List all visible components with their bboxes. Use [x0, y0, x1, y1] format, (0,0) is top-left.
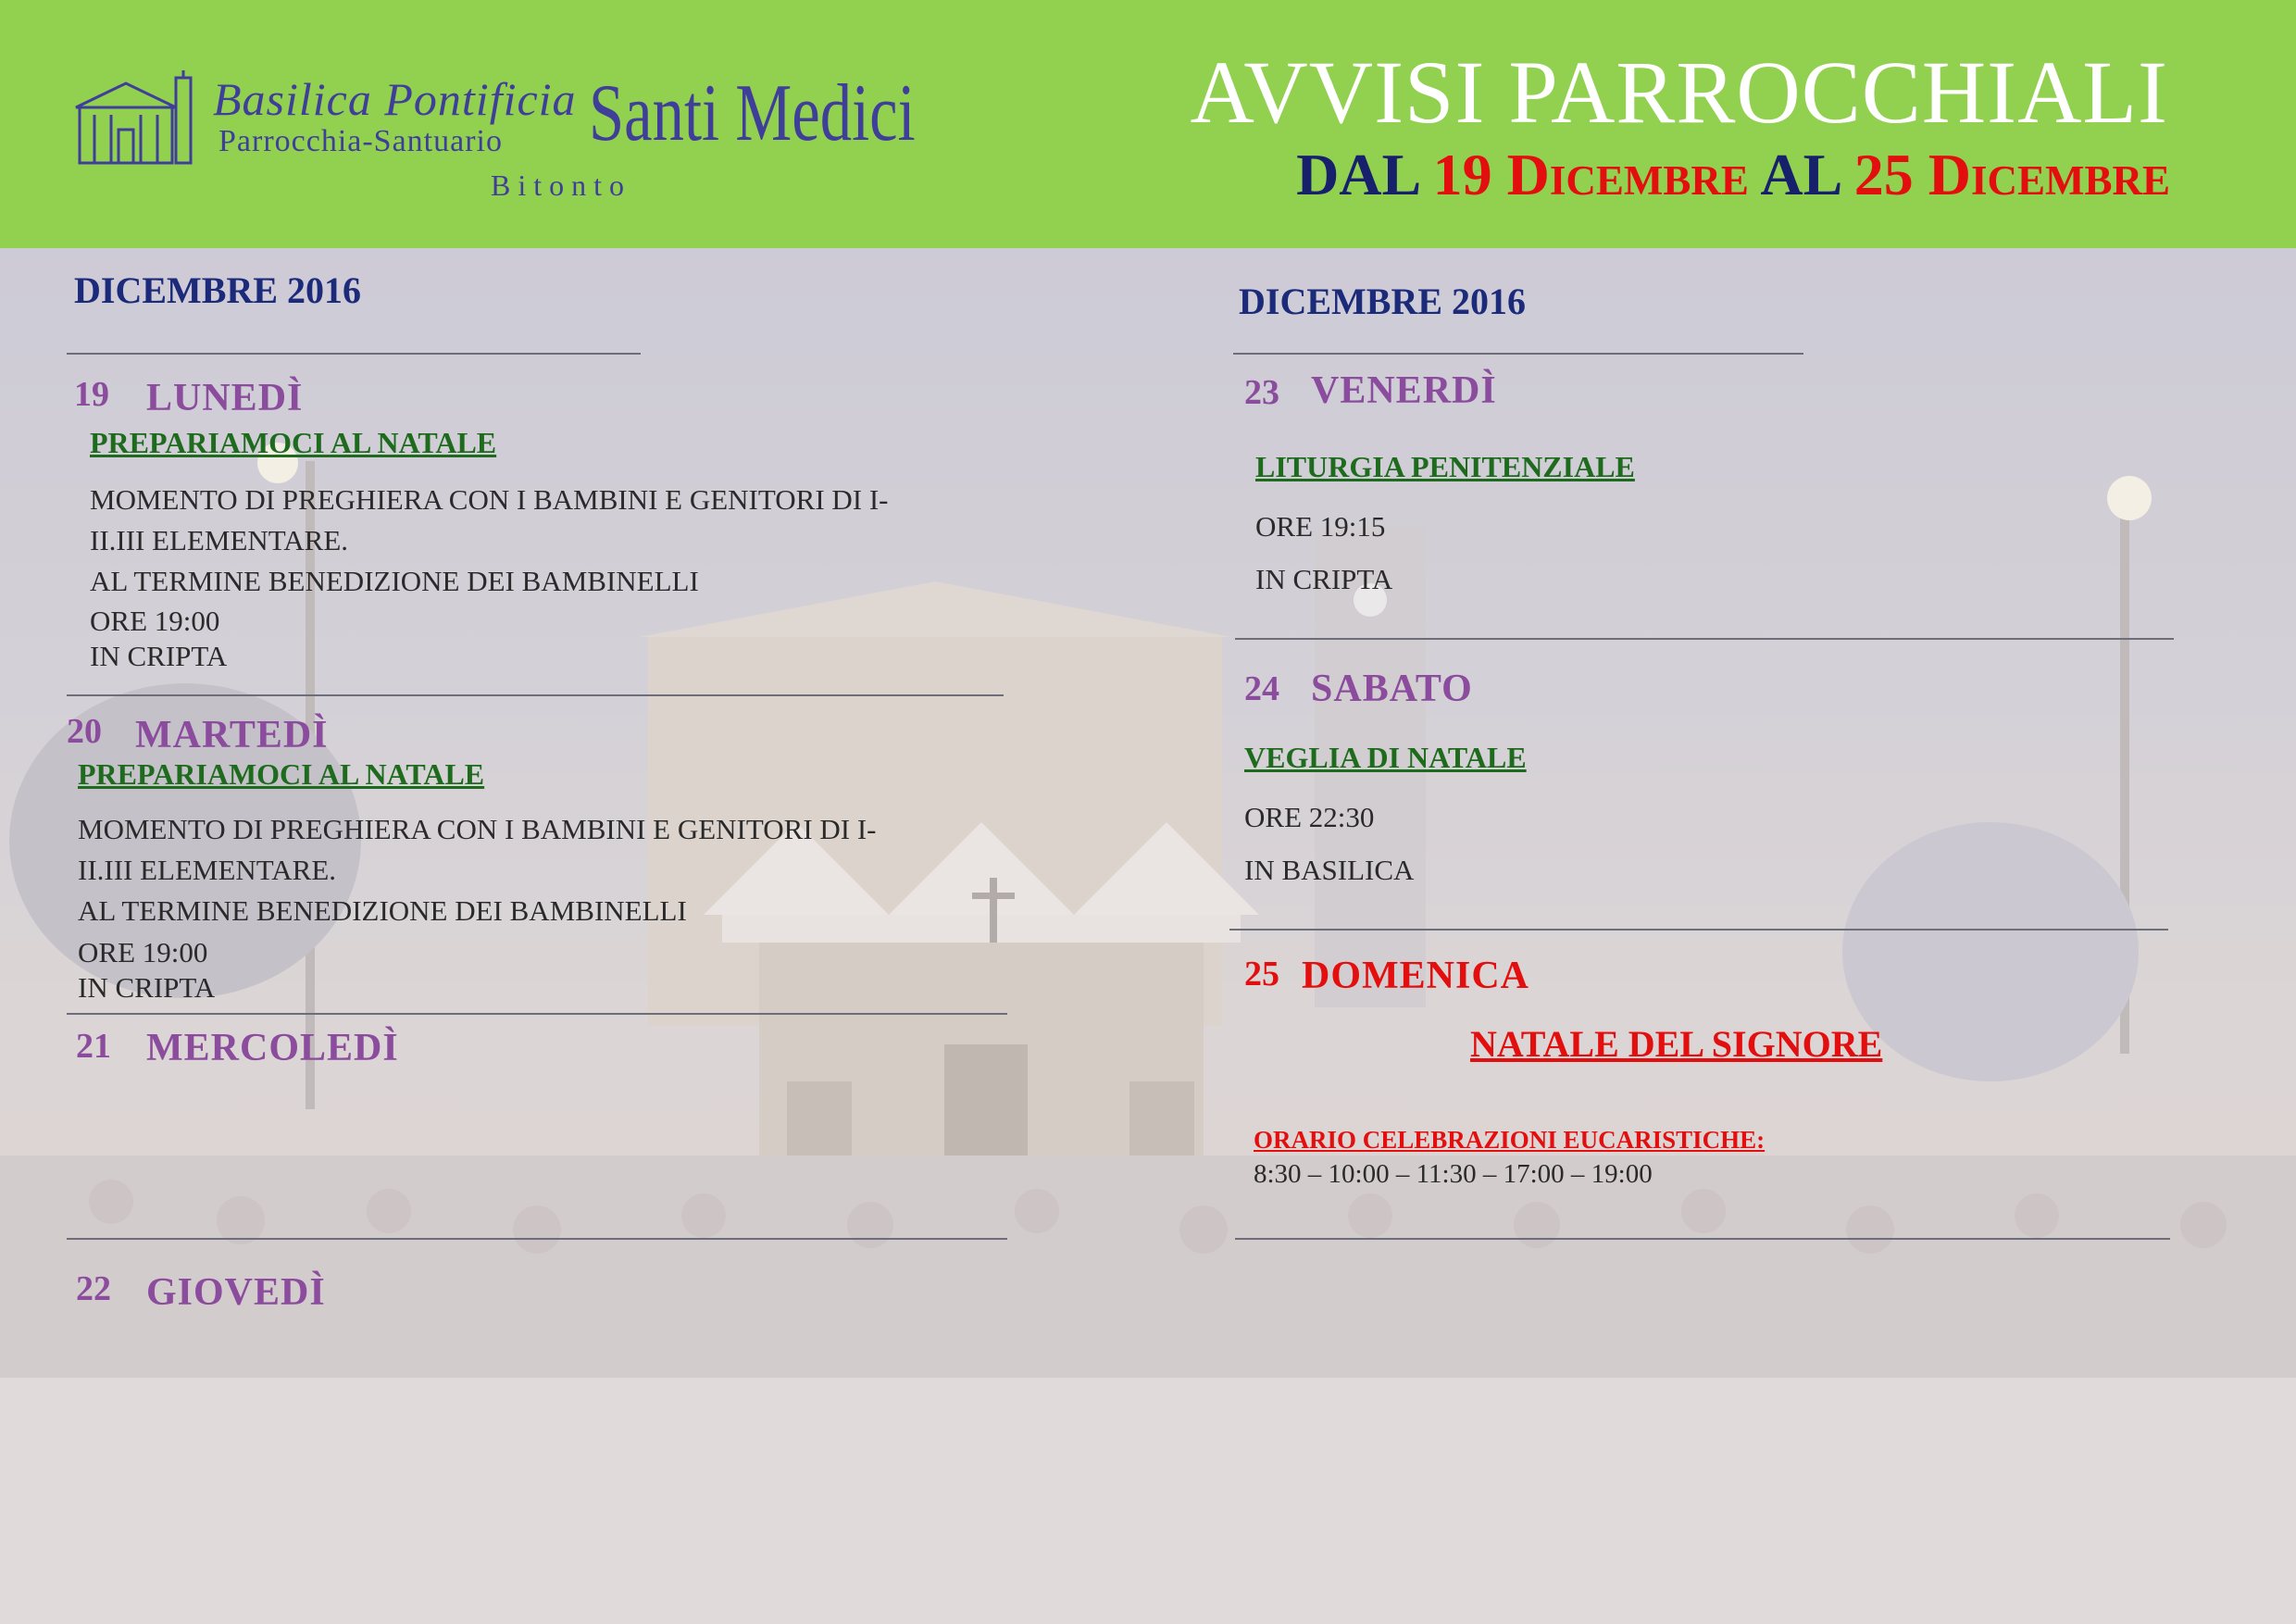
description-line: II.III ELEMENTARE. [78, 854, 337, 886]
page-title: AVVISI PARROCCHIALI [1190, 43, 2168, 142]
description-line: AL TERMINE BENEDIZIONE DEI BAMBINELLI [90, 565, 699, 597]
day-name: SABATO [1311, 668, 1473, 710]
subtitle-end-date: 25 Dicembre [1853, 142, 2170, 207]
divider [1229, 929, 2168, 931]
day-name: DOMENICA [1302, 955, 1529, 997]
event-time: ORE 19:00 [78, 936, 208, 968]
description-line: MOMENTO DI PREGHIERA CON I BAMBINI E GENITORI DI I- [90, 483, 889, 516]
description-line: II.III ELEMENTARE. [90, 524, 349, 556]
day-name: GIOVEDÌ [146, 1271, 326, 1314]
event-place: IN CRIPTA [90, 640, 228, 672]
event-time: ORE 22:30 [1244, 801, 1375, 833]
day-name: MERCOLEDÌ [146, 1027, 399, 1069]
divider [1233, 353, 1803, 355]
day-name: VENERDÌ [1311, 369, 1497, 412]
header-band [0, 0, 2296, 248]
event-description [78, 809, 877, 931]
mass-schedule: 8:30 – 10:00 – 11:30 – 17:00 – 19:00 [1254, 1159, 1653, 1189]
event-place: IN CRIPTA [78, 971, 216, 1004]
divider [67, 353, 641, 355]
divider [1235, 1238, 2170, 1240]
schedule-title: ORARIO CELEBRAZIONI EUCARISTICHE: [1254, 1126, 1766, 1154]
event-title: LITURGIA PENITENZIALE [1255, 450, 1635, 483]
event-title: NATALE DEL SIGNORE [1470, 1023, 1883, 1065]
logo-city-text: Bitonto [491, 169, 632, 202]
logo-basilica-text: Basilica Pontificia [213, 73, 577, 125]
date-range-subtitle [1296, 141, 2170, 209]
logo-parrocchia-text: Parrocchia-Santuario [218, 124, 503, 158]
day-number: 20 [67, 712, 102, 751]
event-description [90, 480, 889, 602]
day-name: MARTEDÌ [135, 714, 329, 756]
event-time-place [1244, 791, 1414, 896]
subtitle-dal: DAL [1296, 142, 1418, 207]
basilica-logo-icon [69, 70, 194, 167]
divider [67, 694, 1004, 696]
event-title: PREPARIAMOCI AL NATALE [78, 757, 485, 791]
day-number: 19 [74, 375, 109, 414]
logo-title: Santi Medici [589, 69, 916, 158]
divider [1235, 638, 2174, 640]
day-number: 22 [76, 1269, 111, 1308]
description-line: MOMENTO DI PREGHIERA CON I BAMBINI E GENITORI DI I- [78, 813, 877, 845]
divider [67, 1013, 1007, 1015]
description-line: AL TERMINE BENEDIZIONE DEI BAMBINELLI [78, 894, 687, 927]
day-number: 23 [1244, 373, 1279, 412]
divider [67, 1238, 1007, 1240]
subtitle-al: AL [1760, 142, 1840, 207]
right-month-heading: DICEMBRE 2016 [1239, 281, 1527, 322]
event-place: IN BASILICA [1244, 854, 1415, 886]
event-time-place [78, 935, 215, 1006]
event-time-place [1255, 500, 1392, 606]
event-title: PREPARIAMOCI AL NATALE [90, 426, 497, 459]
event-title: VEGLIA DI NATALE [1244, 741, 1527, 774]
event-time: ORE 19:00 [90, 605, 220, 637]
day-number: 25 [1244, 955, 1279, 993]
event-time: ORE 19:15 [1255, 510, 1386, 543]
day-number: 24 [1244, 669, 1279, 708]
event-place: IN CRIPTA [1255, 563, 1393, 595]
subtitle-start-date: 19 Dicembre [1432, 142, 1749, 207]
day-number: 21 [76, 1027, 111, 1066]
left-month-heading: DICEMBRE 2016 [74, 269, 362, 311]
event-time-place [90, 604, 227, 674]
day-name: LUNEDÌ [146, 377, 304, 419]
